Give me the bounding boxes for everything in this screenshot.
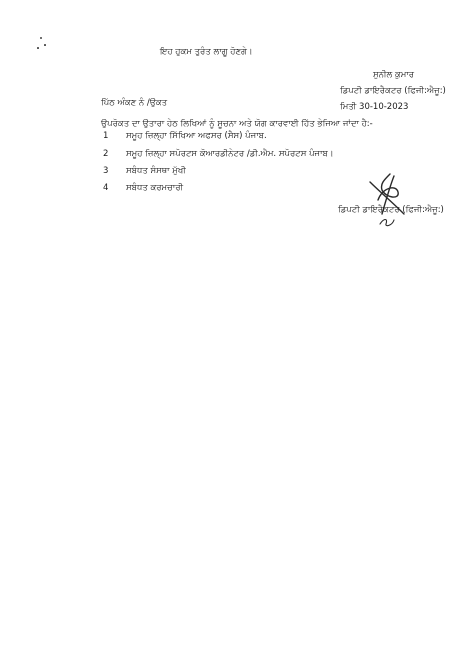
recipient-num-3: 3: [103, 166, 109, 176]
recipient-text-3: ਸਬੰਧਤ ਸੰਸਥਾ ਮੁੱਖੀ: [126, 166, 186, 176]
recipient-text-2: ਸਮੂਹ ਜ਼ਿਲ੍ਹਾ ਸਪੋਰਟਸ ਕੋਆਰਡੀਨੇਟਰ /ਡੀ.ਐਮ. ਸਪੋਰਟਸ ਪੰਜਾਬ।: [126, 149, 334, 159]
signatory-bottom-designation: ਡਿਪਟੀ ਡਾਇਰੈਕਟਰ (ਫਿਜੀ:ਐਜੂ:): [338, 205, 444, 215]
forward-line: ਉਪਰੋਕਤ ਦਾ ਉਤਾਰਾ ਹੇਠ ਲਿਖਿਆਂ ਨੂੰ ਸੂਚਨਾ ਅਤੇ ਯੋਗ ਕਾਰਵਾਈ ਹਿੱਤ ਭੇਜਿਆ ਜਾਂਦਾ ਹੈ:-: [101, 119, 373, 129]
endorsement-date: ਮਿਤੀ 30-10-2023: [340, 102, 409, 112]
recipient-num-4: 4: [103, 183, 109, 193]
signatory-top-designation: ਡਿਪਟੀ ਡਾਇਰੈਕਟਰ (ਫਿਜੀ:ਐਜੂ:): [340, 86, 446, 96]
initials-mark: [376, 216, 400, 228]
order-line: ਇਹ ਹੁਕਮ ਤੁਰੰਤ ਲਾਗੂ ਹੋਣਗੇ।: [160, 47, 253, 57]
recipient-text-4: ਸਬੰਧਤ ਕਰਮਚਾਰੀ: [126, 183, 184, 193]
endorsement-number: ਪਿੱਠ ਅੰਕਣ ਨੰ /ਉਕਤ: [101, 98, 168, 108]
recipient-num-1: 1: [103, 131, 109, 141]
recipient-text-1: ਸਮੂਹ ਜ਼ਿਲ੍ਹਾ ਸਿੱਖਿਆ ਅਫਸਰ (ਸੈਸ) ਪੰਜਾਬ.: [126, 131, 267, 141]
signatory-top-name: ਸੁਨੀਲ ਕੁਮਾਰ: [373, 70, 415, 80]
recipient-num-2: 2: [103, 149, 109, 159]
